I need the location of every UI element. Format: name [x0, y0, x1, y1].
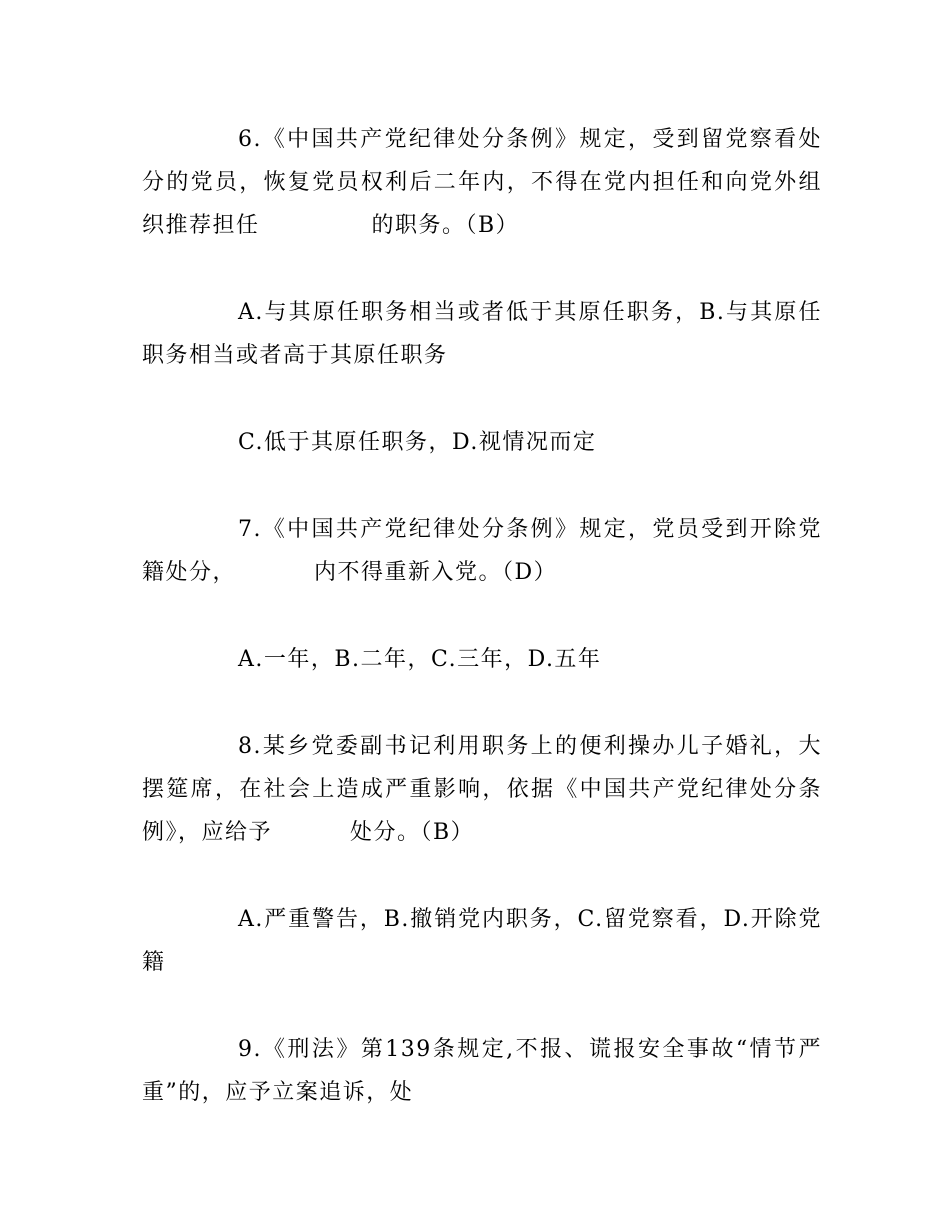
question-6-stem-before: 6.《中国共产党纪律处分条例》规定，受到留党察看处分的党员，恢复党员权利后二年内，不得在党内担任和向党外组织推荐担任 [142, 127, 822, 238]
question-6-options-2: C.低于其原任职务，D.视情况而定 [238, 430, 597, 455]
question-7-stem-after: 内不得重新入党。（D） [314, 560, 558, 585]
question-6-stem-after: 的职务。（B） [371, 213, 520, 238]
question-9-stem: 9.《刑法》第139条规定,不报、谎报安全事故“情节严重”的，应予立案追诉，处 [142, 1037, 822, 1105]
question-8-stem-after: 处分。（B） [350, 820, 475, 845]
question-8-options: A.严重警告，B.撤销党内职务，C.留党察看，D.开除党籍 [142, 907, 822, 975]
question-7-stem [142, 508, 822, 594]
question-8-stem [142, 725, 822, 854]
question-8-stem-before: 8.某乡党委副书记利用职务上的便利操办儿子婚礼，大摆筵席，在社会上造成严重影响，依据《中国共产党纪律处分条例》，应给予 [142, 734, 822, 845]
question-6-stem [142, 118, 822, 247]
question-6-options: A.与其原任职务相当或者低于其原任职务，B.与其原任职务相当或者高于其原任职务 [142, 300, 822, 368]
question-7-stem-before: 7.《中国共产党纪律处分条例》规定，党员受到开除党籍处分， [142, 517, 822, 585]
question-7-options: A.一年，B.二年，C.三年，D.五年 [238, 647, 602, 672]
